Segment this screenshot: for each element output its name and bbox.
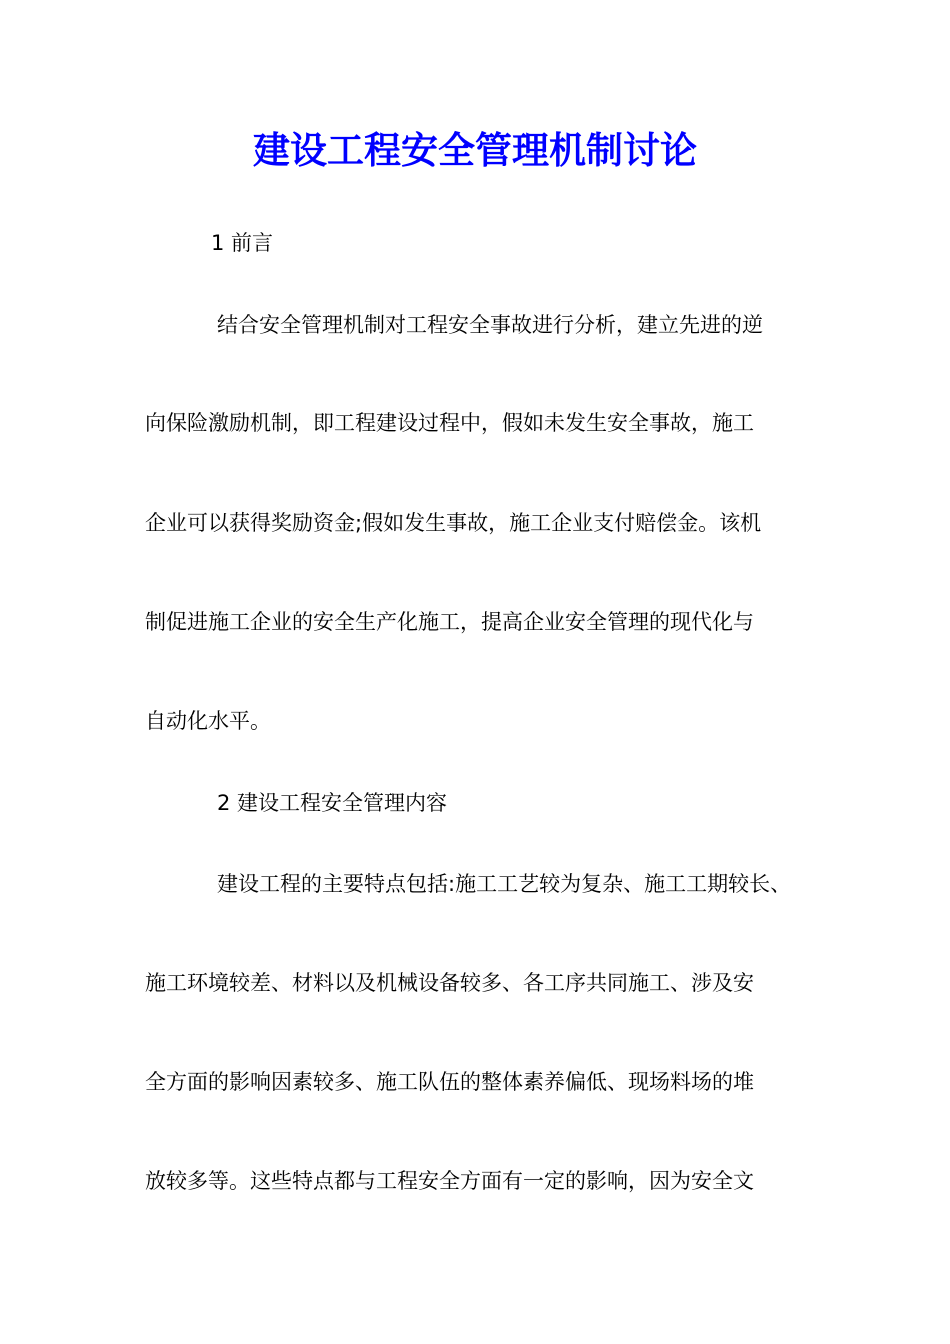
paragraph-1-line-2: 向保险激励机制，即工程建设过程中，假如未发生安全事故，施工: [145, 411, 754, 435]
paragraph-1-line-1: 结合安全管理机制对工程安全事故进行分析，建立先进的逆: [217, 313, 763, 337]
document-title: 建设工程安全管理机制讨论: [253, 128, 697, 172]
paragraph-2-line-1: 建设工程的主要特点包括:施工工艺较为复杂、施工工期较长、: [217, 872, 792, 896]
paragraph-1-line-5: 自动化水平。: [145, 709, 271, 733]
paragraph-1-line-4: 制促进施工企业的安全生产化施工，提高企业安全管理的现代化与: [145, 610, 754, 634]
paragraph-2-line-3: 全方面的影响因素较多、施工队伍的整体素养偏低、现场料场的堆: [145, 1070, 754, 1094]
paragraph-2-line-2: 施工环境较差、材料以及机械设备较多、各工序共同施工、涉及安: [145, 971, 754, 995]
section-heading-1: 1 前言: [211, 231, 274, 255]
paragraph-1-line-3: 企业可以获得奖励资金;假如发生事故，施工企业支付赔偿金。该机: [145, 511, 762, 535]
section-heading-2: 2 建设工程安全管理内容: [217, 791, 448, 815]
paragraph-2-line-4: 放较多等。这些特点都与工程安全方面有一定的影响，因为安全文: [145, 1169, 754, 1193]
